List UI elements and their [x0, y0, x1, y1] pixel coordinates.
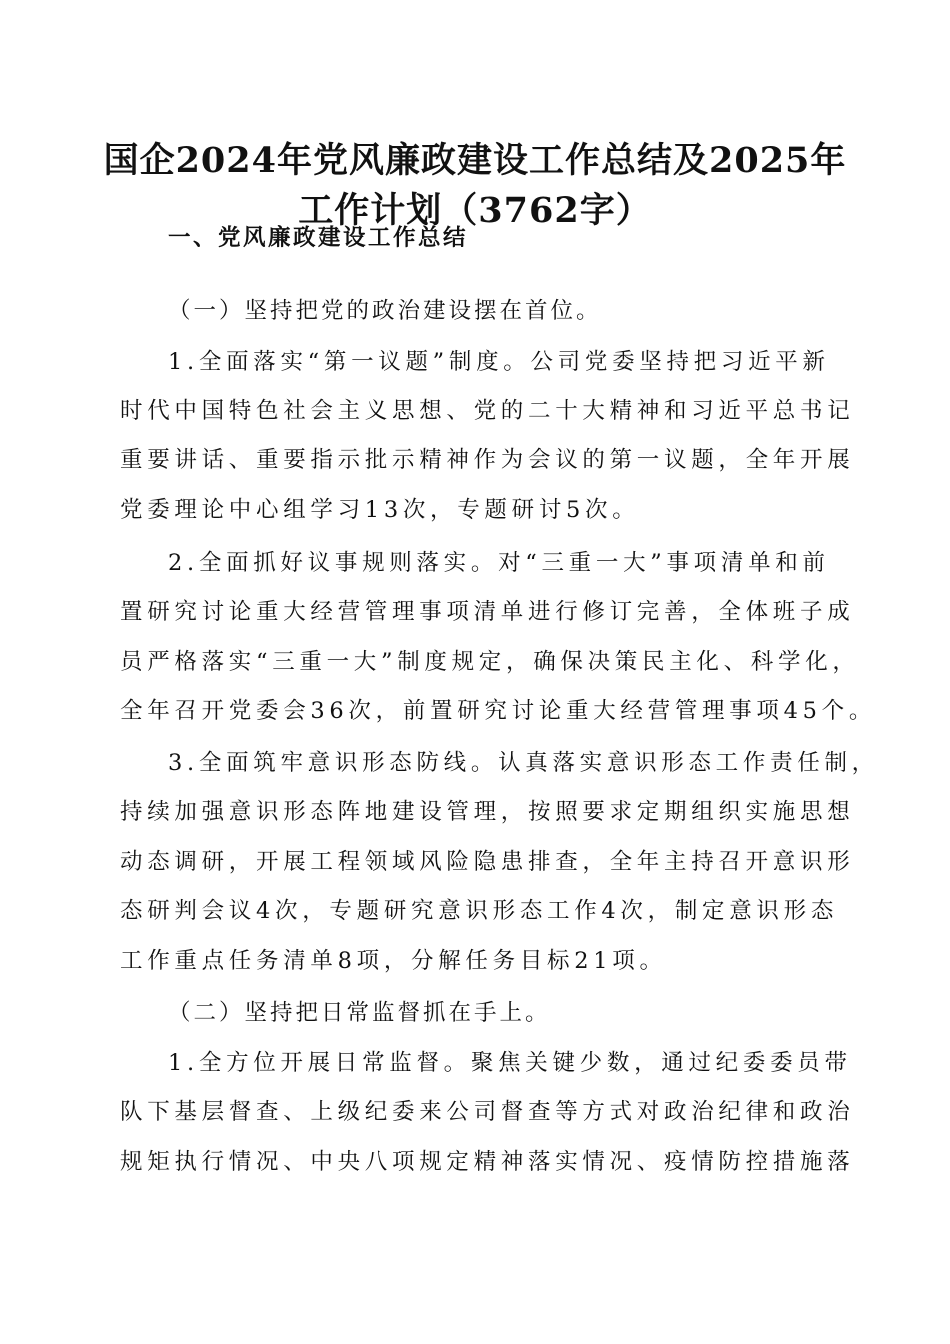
paragraph-line: 规矩执行情况、中央八项规定精神落实情况、疫情防控措施落 — [120, 1149, 855, 1175]
subsection-heading: （一）坚持把党的政治建设摆在首位。 — [168, 298, 602, 324]
paragraph-line: 持续加强意识形态阵地建设管理，按照要求定期组织实施思想 — [120, 799, 855, 825]
document-title-line-1: 国企2024年党风廉政建设工作总结及2025年 — [103, 140, 847, 181]
paragraph-line: 时代中国特色社会主义思想、党的二十大精神和习近平总书记 — [120, 398, 855, 424]
paragraph-line: 全年召开党委会36次，前置研究讨论重大经营管理事项45个。 — [120, 698, 877, 724]
paragraph-line: 队下基层督查、上级纪委来公司督查等方式对政治纪律和政治 — [120, 1099, 855, 1125]
paragraph-line: 2.全面抓好议事规则落实。对“三重一大”事项清单和前 — [168, 550, 830, 576]
paragraph-line: 党委理论中心组学习13次，专题研讨5次。 — [120, 497, 640, 523]
subsection-heading: （二）坚持把日常监督抓在手上。 — [168, 1000, 551, 1026]
paragraph-line: 3.全面筑牢意识形态防线。认真落实意识形态工作责任制， — [168, 750, 879, 776]
section-heading: 一、党风廉政建设工作总结 — [168, 225, 469, 251]
paragraph-line: 员严格落实“三重一大”制度规定，确保决策民主化、科学化， — [120, 649, 860, 675]
paragraph-line: 1.全方位开展日常监督。聚焦关键少数，通过纪委委员带 — [168, 1050, 852, 1076]
paragraph-line: 重要讲话、重要指示批示精神作为会议的第一议题，全年开展 — [120, 447, 855, 473]
paragraph-line: 1.全面落实“第一议题”制度。公司党委坚持把习近平新 — [168, 349, 830, 375]
paragraph-line: 动态调研，开展工程领域风险隐患排查，全年主持召开意识形 — [120, 849, 855, 875]
document-title-line-2: 工作计划（3762字） — [298, 190, 652, 231]
paragraph-line: 态研判会议4次，专题研究意识形态工作4次，制定意识形态 — [120, 898, 839, 924]
paragraph-line: 工作重点任务清单8项，分解任务目标21项。 — [120, 948, 667, 974]
paragraph-line: 置研究讨论重大经营管理事项清单进行修订完善，全体班子成 — [120, 599, 855, 625]
